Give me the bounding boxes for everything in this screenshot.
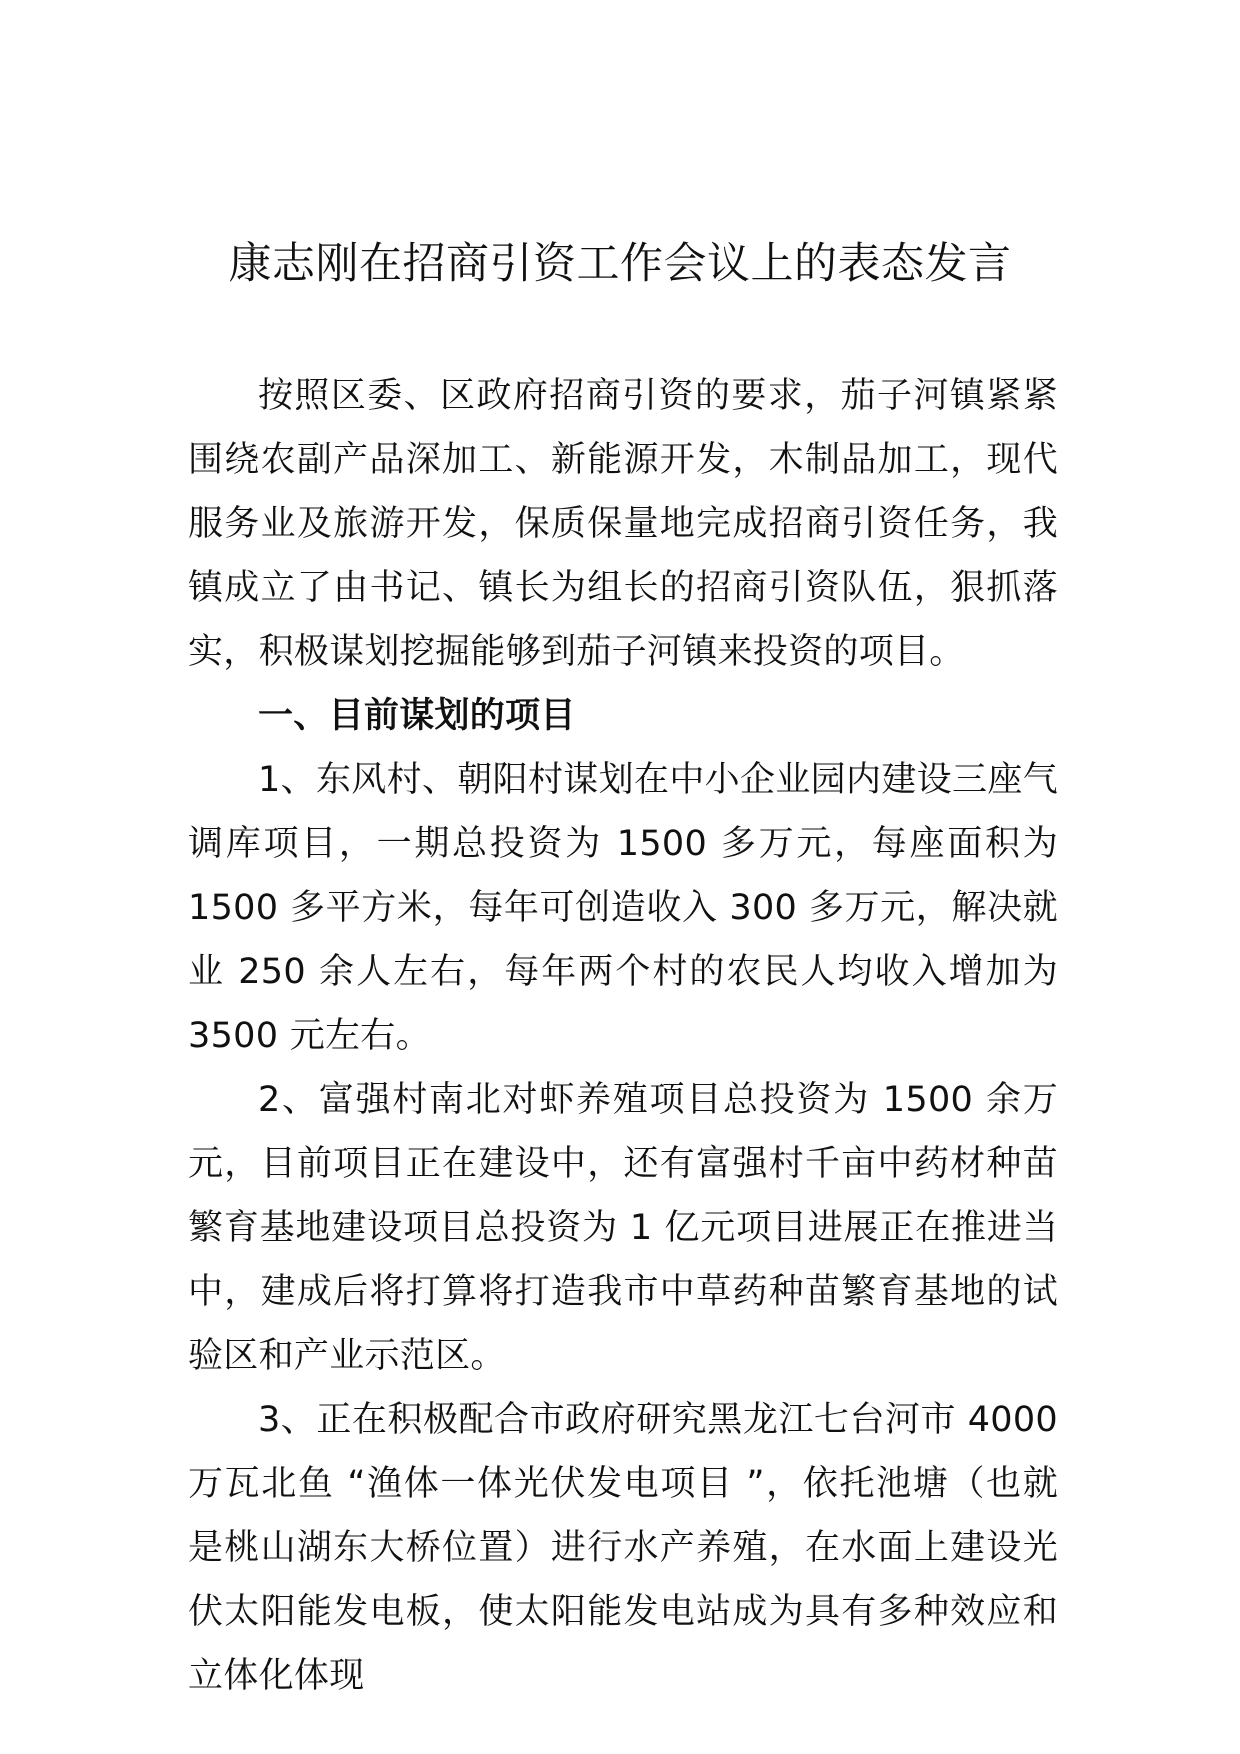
project-item-2: 2、富强村南北对虾养殖项目总投资为 1500 余万元，目前项目正在建设中，还有富强村千亩中药材种苗繁育基地建设项目总投资为 1 亿元项目进展正在推进当中，建成后将打算将打造我市中草药种苗繁育基地的试验区和产业示范区。 [188,1080,1058,1376]
project-item-3: 3、正在积极配合市政府研究黑龙江七台河市 4000 万瓦北鱼 “渔体一体光伏发电项目 ”，依托池塘（也就是桃山湖东大桥位置）进行水产养殖，在水面上建设光伏太阳能发电板，使太阳能发电站成为具有多种效应和立体化体现 [188,1400,1058,1696]
document-title: 康志刚在招商引资工作会议上的表态发言 [228,239,1012,289]
project-item-1: 1、东风村、朝阳村谋划在中小企业园内建设三座气调库项目，一期总投资为 1500 多万元，每座面积为 1500 多平方米，每年可创造收入 300 多万元，解决就业 250 余人左右，每年两个村的农民人均收入增加为 3500 元左右。 [188,760,1058,1056]
document-body [188,364,1058,1708]
section-heading: 一、目前谋划的项目 [258,696,576,736]
intro-paragraph: 按照区委、区政府招商引资的要求，茄子河镇紧紧围绕农副产品深加工、新能源开发，木制品加工，现代服务业及旅游开发，保质保量地完成招商引资任务，我镇成立了由书记、镇长为组长的招商引资队伍，狠抓落实，积极谋划挖掘能够到茄子河镇来投资的项目。 [188,376,1058,672]
